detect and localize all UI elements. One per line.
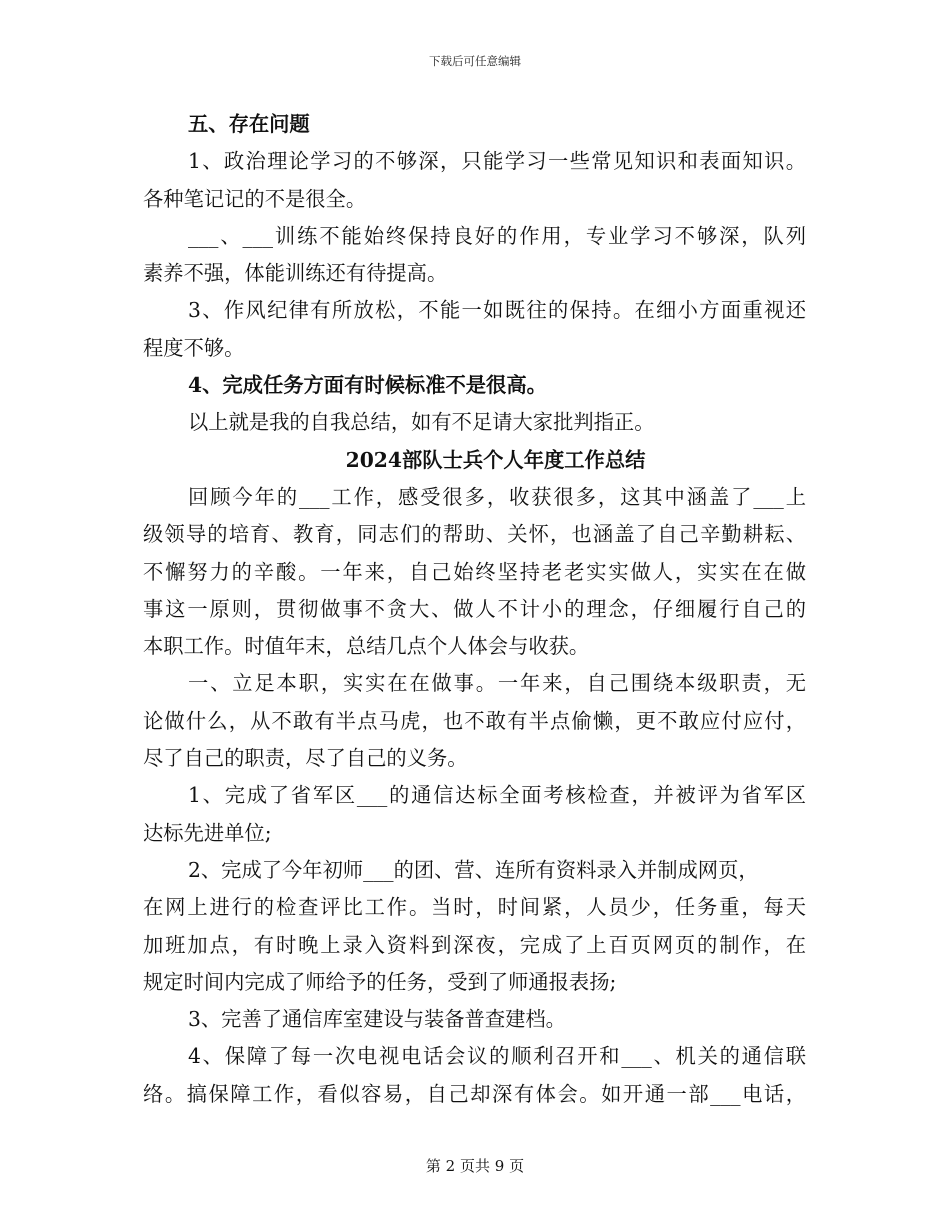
paragraph-line: 程度不够。: [143, 335, 245, 360]
document-title: 2024部队士兵个人年度工作总结: [345, 447, 646, 472]
paragraph-line: 回顾今年的___工作，感受很多，收获很多，这其中涵盖了___上: [188, 484, 806, 509]
paragraph-line: 论做什么，从不敢有半点马虎，也不敢有半点偷懒，更不敢应付应付，: [143, 708, 806, 733]
paragraph-line: 1、完成了省军区___的通信达标全面考核检查，并被评为省军区: [188, 783, 806, 808]
paragraph-line: 达标先进单位;: [143, 820, 272, 845]
paragraph-line: 本职工作。时值年末，总结几点个人体会与收获。: [143, 634, 590, 659]
paragraph-line: ___、___训练不能始终保持良好的作用，专业学习不够深，队列: [188, 223, 806, 248]
paragraph-line: 事这一原则，贯彻做事不贪大、做人不计小的理念，仔细履行自己的: [143, 596, 806, 621]
paragraph-line: 3、完善了通信库室建设与装备普查建档。: [188, 1007, 566, 1032]
paragraph-line: 2、完成了今年初师___的团、营、连所有资料录入并制成网页，: [188, 857, 759, 882]
paragraph-line: 络。搞保障工作，看似容易，自己却深有体会。如开通一部___电话，: [143, 1081, 806, 1106]
page-number: 第 2 页共 9 页: [425, 1157, 525, 1175]
paragraph-line: 尽了自己的职责，尽了自己的义务。: [143, 746, 468, 771]
paragraph-line: 4、保障了每一次电视电话会议的顺利召开和___、机关的通信联: [188, 1044, 806, 1069]
paragraph-line: 不懈努力的辛酸。一年来，自己始终坚持老老实实做人，实实在在做: [143, 559, 806, 584]
paragraph-line: 各种笔记记的不是很全。: [143, 186, 367, 211]
paragraph-line: 一、立足本职，实实在在做事。一年来，自己围绕本级职责，无: [188, 671, 806, 696]
closing-line: 以上就是我的自我总结，如有不足请大家批判指正。: [188, 410, 655, 435]
section-heading: 五、存在问题: [188, 112, 310, 136]
paragraph-line: 规定时间内完成了师给予的任务，受到了师通报表扬;: [143, 969, 617, 994]
paragraph-line: 3、作风纪律有所放松，不能一如既往的保持。在细小方面重视还: [188, 298, 806, 323]
page-header-note: 下载后可任意编辑: [429, 54, 521, 68]
paragraph-line: 1、政治理论学习的不够深，只能学习一些常见知识和表面知识。: [188, 149, 806, 174]
document-body: [143, 106, 806, 1113]
paragraph-line: 加班加点，有时晚上录入资料到深夜，完成了上百页网页的制作，在: [143, 932, 806, 957]
paragraph-line: 级领导的培育、教育，同志们的帮助、关怀，也涵盖了自己辛勤耕耘、: [143, 522, 806, 547]
paragraph-line: 在网上进行的检查评比工作。当时，时间紧，人员少，任务重，每天: [143, 895, 806, 920]
paragraph-line: 4、完成任务方面有时候标准不是很高。: [188, 373, 547, 398]
paragraph-line: 素养不强，体能训练还有待提高。: [143, 261, 448, 286]
